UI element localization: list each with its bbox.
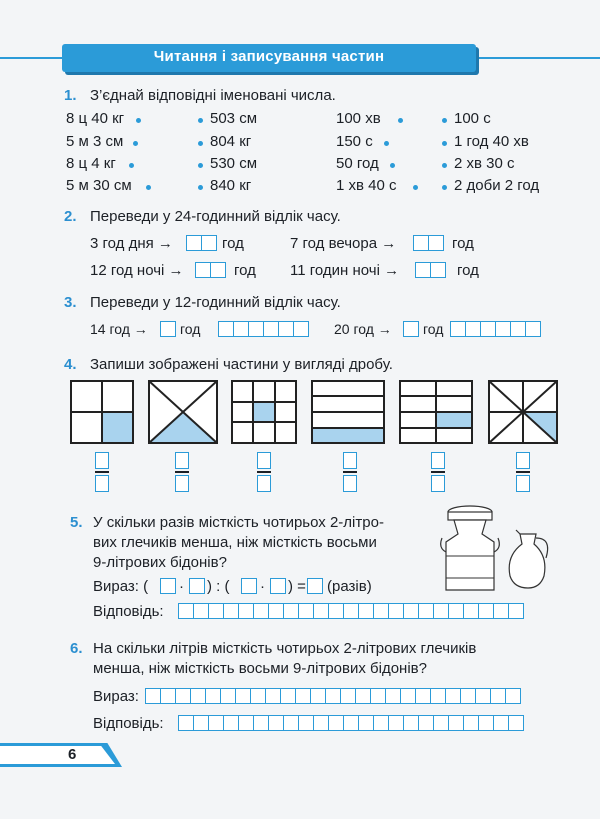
answer-cell[interactable] [253,715,269,731]
answer-cell[interactable] [445,688,461,704]
answer-cell[interactable] [493,715,509,731]
task-text-line: На скільки літрів місткість чотирьох 2-літрових глечиків [93,640,477,657]
answer-cell[interactable] [295,688,311,704]
answer-cell[interactable] [430,688,446,704]
answer-cell[interactable] [235,688,251,704]
answer-cells[interactable] [186,235,217,251]
item-8c40kg: 8 ц 40 кг [66,110,125,127]
answer-cell[interactable] [193,603,209,619]
task-number: 6. [70,640,83,657]
answer-cell[interactable] [178,603,194,619]
item-50god: 50 год [336,155,379,172]
item-840kg: 840 кг [210,177,252,194]
unit-label: год [457,262,479,279]
answer-cell[interactable] [313,715,329,731]
answer-cell[interactable] [193,715,209,731]
answer-cell[interactable] [283,603,299,619]
time-label: 20 год → [334,321,392,337]
fraction-figure-squares [70,380,134,444]
page-title: Читання і записування частин [153,48,385,65]
item-5m30cm: 5 м 30 см [66,177,132,194]
answer-cell[interactable] [400,688,416,704]
connect-dot[interactable] [398,118,403,123]
page-number-tab-inner [0,746,115,764]
answer-cell[interactable] [388,603,404,619]
task-text-line: 9-літрових бідонів? [93,554,227,571]
answer-cell[interactable] [478,603,494,619]
answer-cell[interactable] [448,603,464,619]
answer-label: Відповідь: [93,603,164,620]
task-number: 4. [64,356,77,373]
answer-cell[interactable] [355,688,371,704]
answer-cell[interactable] [208,715,224,731]
answer-cells[interactable] [218,321,309,337]
answer-cell[interactable] [145,688,161,704]
answer-cell[interactable] [433,715,449,731]
answer-cell[interactable] [448,715,464,731]
unit-label: (разів) [327,578,372,595]
answer-cell[interactable] [223,603,239,619]
answer-cell[interactable] [208,603,224,619]
item-530cm: 530 см [210,155,258,172]
fraction-answer[interactable] [431,452,445,492]
answer-label: Відповідь: [93,715,164,732]
answer-cell[interactable] [373,603,389,619]
answer-cell[interactable] [310,688,326,704]
milk-can-jug-illustration [440,498,558,596]
answer-cell[interactable] [403,715,419,731]
time-label: 7 год вечора → [290,235,397,252]
answer-cells[interactable] [195,262,226,278]
answer-cells[interactable] [307,578,323,594]
answer-cells-row[interactable] [178,715,524,731]
task-text: З’єднай відповідні іменовані числа. [90,87,336,104]
item-8c4kg: 8 ц 4 кг [66,155,116,172]
divide-sign: ) : ( [207,578,230,595]
answer-cell[interactable] [433,603,449,619]
fraction-answer[interactable] [95,452,109,492]
time-label: 3 год дня → [90,235,173,252]
fraction-answer[interactable] [516,452,530,492]
answer-cell[interactable] [418,603,434,619]
connect-dot[interactable] [198,163,203,168]
item-150s: 150 с [336,133,373,150]
connect-dot[interactable] [198,118,203,123]
item-100hv: 100 хв [336,110,381,127]
item-5m3cm: 5 м 3 см [66,133,124,150]
item-2hv30s: 2 хв 30 с [454,155,515,172]
task-number: 3. [64,294,77,311]
answer-cell[interactable] [238,603,254,619]
connect-dot[interactable] [146,185,151,190]
answer-cell[interactable] [358,715,374,731]
unit-label: год [452,235,474,252]
answer-cell[interactable] [475,688,491,704]
fraction-answer[interactable] [257,452,271,492]
answer-cell[interactable] [220,688,236,704]
answer-cell[interactable] [268,715,284,731]
task-text: Переведи у 24-годинний відлік часу. [90,208,341,225]
answer-cell[interactable] [268,603,284,619]
answer-cell[interactable] [325,688,341,704]
answer-cells-row[interactable] [145,688,521,704]
page-number: 6 [68,746,77,763]
connect-dot[interactable] [133,141,138,146]
fraction-figure-grid [231,380,297,444]
task-text: Запиши зображені частини у вигляді дробу. [90,356,393,373]
answer-cell[interactable] [415,688,431,704]
fraction-answer[interactable] [175,452,189,492]
answer-cell[interactable] [388,715,404,731]
task-number: 1. [64,87,77,104]
expression-label: Вираз: [93,688,139,705]
answer-cell[interactable] [370,688,386,704]
unit-label: год [180,321,201,337]
time-label: 11 годин ночі → [290,262,400,279]
connect-dot[interactable] [442,141,447,146]
time-label: 12 год ночі → [90,262,184,279]
answer-cells[interactable] [270,578,286,594]
equals-sign: ) = [288,578,306,595]
multiply-sign: · [260,578,265,595]
connect-dot[interactable] [129,163,134,168]
item-1god40hv: 1 год 40 хв [454,133,529,150]
answer-cells[interactable] [413,235,444,251]
answer-cells[interactable] [415,262,446,278]
answer-cell[interactable] [340,688,356,704]
fraction-answer[interactable] [343,452,357,492]
answer-cell[interactable] [460,688,476,704]
task-text-line: У скільки разів місткість чотирьох 2-літро- [93,514,384,531]
answer-cell[interactable] [490,688,506,704]
connect-dot[interactable] [442,118,447,123]
unit-label: год [222,235,244,252]
unit-label: год [234,262,256,279]
unit-label: год [423,321,444,337]
answer-cell[interactable] [175,688,191,704]
answer-cell[interactable] [403,603,419,619]
item-503cm: 503 см [210,110,258,127]
connect-dot[interactable] [413,185,418,190]
connect-dot[interactable] [442,185,447,190]
item-100s: 100 с [454,110,491,127]
answer-cell[interactable] [373,715,389,731]
connect-dot[interactable] [136,118,141,123]
fraction-figure-diagonals [148,380,218,444]
task-text-line: менша, ніж місткість восьми 9-літрових бідонів? [93,660,427,677]
answer-cell[interactable] [298,603,314,619]
answer-cell[interactable] [190,688,206,704]
answer-cell[interactable] [178,715,194,731]
answer-cell[interactable] [463,715,479,731]
answer-cell[interactable] [265,688,281,704]
answer-cell[interactable] [463,603,479,619]
connect-dot[interactable] [198,141,203,146]
answer-cell[interactable] [313,603,329,619]
answer-cells-row[interactable] [178,603,524,619]
answer-cell[interactable] [328,715,344,731]
item-2doby2god: 2 доби 2 год [454,177,540,194]
item-804kg: 804 кг [210,133,252,150]
answer-cells[interactable] [450,321,541,337]
expression-label: Вираз: ( [93,578,149,595]
answer-cell[interactable] [298,715,314,731]
connect-dot[interactable] [442,163,447,168]
answer-cell[interactable] [493,603,509,619]
answer-cell[interactable] [508,715,524,731]
answer-cell[interactable] [328,603,344,619]
answer-cells[interactable] [241,578,257,594]
fraction-figure-star [488,380,558,444]
answer-cell[interactable] [223,715,239,731]
answer-cell[interactable] [280,688,296,704]
answer-cell[interactable] [253,603,269,619]
answer-cell[interactable] [250,688,266,704]
answer-cell[interactable] [343,715,359,731]
answer-cell[interactable] [508,603,524,619]
answer-cell[interactable] [385,688,401,704]
answer-cells[interactable] [189,578,205,594]
answer-cells[interactable] [160,578,176,594]
answer-cell[interactable] [238,715,254,731]
answer-cell[interactable] [283,715,299,731]
connect-dot[interactable] [384,141,389,146]
task-number: 2. [64,208,77,225]
task-text: Переведи у 12-годинний відлік часу. [90,294,341,311]
connect-dot[interactable] [390,163,395,168]
answer-cell[interactable] [478,715,494,731]
answer-cell[interactable] [160,688,176,704]
connect-dot[interactable] [198,185,203,190]
fraction-figure-eighths [399,380,473,444]
task-text-line: вих глечиків менша, ніж місткість восьми [93,534,377,551]
answer-cells[interactable] [160,321,176,337]
fraction-figure-stripes [311,380,385,444]
task-number: 5. [70,514,83,531]
item-1hv40s: 1 хв 40 с [336,177,397,194]
answer-cell[interactable] [505,688,521,704]
multiply-sign: · [179,578,184,595]
answer-cell[interactable] [418,715,434,731]
answer-cell[interactable] [205,688,221,704]
answer-cell[interactable] [343,603,359,619]
answer-cells[interactable] [403,321,419,337]
time-label: 14 год → [90,321,148,337]
answer-cell[interactable] [358,603,374,619]
